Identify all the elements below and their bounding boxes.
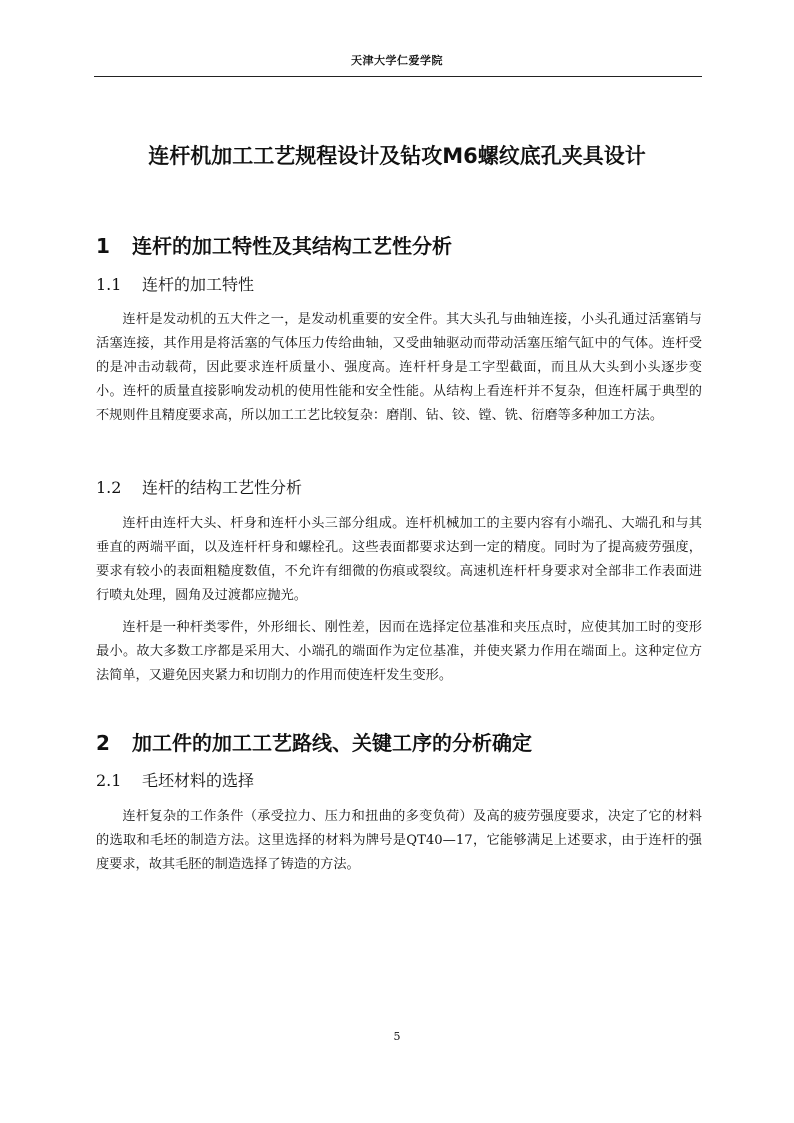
subsection-number: 2.1 [96, 771, 122, 790]
paragraph: 连杆是一种杆类零件，外形细长、刚性差，因而在选择定位基准和夹压点时，应使其加工时的变形最小。故大多数工序都是采用大、小端孔的端面作为定位基准，并使夹紧力作用在端面上。这种定位方法简单，又避免因夹紧力和切削力的作用而使连杆发生变形。 [96, 620, 702, 683]
paragraph: 连杆复杂的工作条件（承受拉力、压力和扭曲的多变负荷）及高的疲劳强度要求，决定了它的材料的选取和毛坯的制造方法。这里选择的材料为牌号是QT40—17，它能够满足上述要求，由于连杆的强度要求，故其毛胚的制造选择了铸造的方法。 [96, 809, 702, 872]
subsection-1-2-heading [96, 475, 302, 498]
subsection-title: 连杆的加工特性 [142, 275, 255, 294]
section-2-heading [96, 727, 532, 756]
subsection-1-1-heading [96, 272, 254, 295]
subsection-number: 1.2 [96, 478, 122, 497]
header-rule [94, 76, 702, 77]
paragraph: 连杆由连杆大头、杆身和连杆小头三部分组成。连杆机械加工的主要内容有小端孔、大端孔和与其垂直的两端平面，以及连杆杆身和螺栓孔。这些表面都要求达到一定的精度。同时为了提高疲劳强度，要求有较小的表面粗糙度数值，不允许有细微的伤痕或裂纹。高速机连杆杆身要求对全部非工作表面进行喷丸处理，圆角及过渡都应抛光。 [96, 516, 702, 603]
subsection-title: 毛坯材料的选择 [142, 771, 255, 790]
subsection-number: 1.1 [96, 275, 122, 294]
document-title: 连杆机加工工艺规程设计及钻攻M6螺纹底孔夹具设计 [148, 144, 646, 168]
paragraph: 连杆是发动机的五大件之一，是发动机重要的安全件。其大头孔与曲轴连接，小头孔通过活塞销与活塞连接，其作用是将活塞的气体压力传给曲轴，又受曲轴驱动而带动活塞压缩气缸中的气体。连杆受的是冲击动载荷，因此要求连杆质量小、强度高。连杆杆身是工字型截面，而且从大头到小头逐步变小。连杆的质量直接影响发动机的使用性能和安全性能。从结构上看连杆并不复杂，但连杆属于典型的不规则件且精度要求高，所以加工工艺比较复杂：磨削、钻、铰、镗、铣、衍磨等多种加工方法。 [96, 312, 702, 423]
section-number: 2 [96, 731, 110, 755]
subsection-title: 连杆的结构工艺性分析 [142, 478, 303, 497]
section-1-heading [96, 230, 452, 259]
section-title: 加工件的加工工艺路线、关键工序的分析确定 [132, 731, 532, 755]
section-title: 连杆的加工特性及其结构工艺性分析 [132, 234, 452, 258]
subsection-2-1-heading [96, 768, 254, 791]
section-number: 1 [96, 234, 110, 258]
page-header-text: 天津大学仁爱学院 [351, 54, 443, 67]
page-number: 5 [393, 1030, 401, 1043]
